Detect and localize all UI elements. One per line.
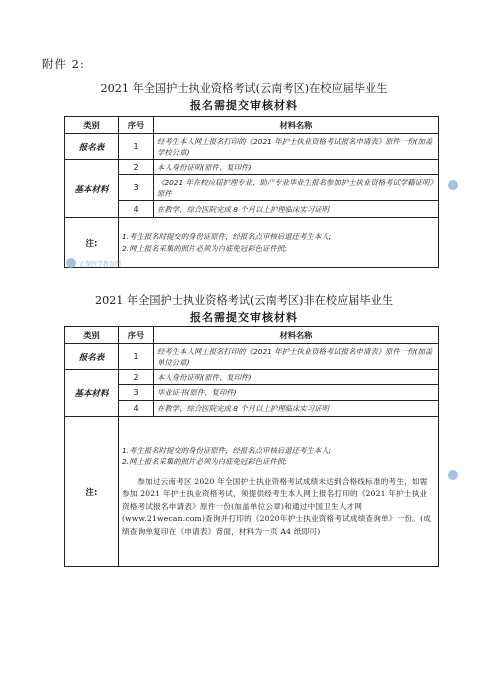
header-category: 类别 <box>65 117 119 134</box>
row-material: 经考生本人网上报名打印的《2021 年护士执业资格考试报名申请表》原件一份(加盖单位公章) <box>154 344 439 370</box>
table-row <box>65 344 439 370</box>
header-category: 类别 <box>65 327 119 344</box>
section1-subtitle: 报名需提交审核材料 <box>190 99 298 112</box>
note-label: 注: <box>65 417 119 567</box>
row-number: 1 <box>119 134 154 160</box>
table-row <box>65 370 439 385</box>
row-number: 3 <box>119 385 154 401</box>
section1-title: 2021 年全国护士执业资格考试(云南考区)在校应届毕业生 <box>100 82 388 95</box>
row-material: 本人身份证明(原件、复印件) <box>154 160 439 175</box>
row-number: 3 <box>119 175 154 201</box>
note-content <box>119 417 439 567</box>
watermark-logo-icon <box>448 470 458 480</box>
attachment-label: 附件 2: <box>42 57 85 71</box>
watermark <box>448 180 458 190</box>
section2-table <box>64 326 439 567</box>
category-basic: 基本材料 <box>65 160 119 218</box>
header-material: 材料名称 <box>154 117 439 134</box>
table-row <box>65 401 439 417</box>
table-row <box>65 201 439 218</box>
note-item: 1.考生报名时提交的身份证原件，经报名点审核后退还考生本人; <box>122 232 332 241</box>
watermark <box>66 258 121 268</box>
row-material: 在教学、综合医院完成 8 个月以上护理临床实习证明 <box>154 201 439 218</box>
header-number: 序号 <box>119 117 154 134</box>
category-registration: 报名表 <box>65 134 119 160</box>
category-registration: 报名表 <box>65 344 119 370</box>
table-row <box>65 134 439 160</box>
table-row <box>65 160 439 175</box>
note-row <box>65 417 439 567</box>
row-number: 2 <box>119 160 154 175</box>
row-number: 4 <box>119 401 154 417</box>
note-item: 2.网上报名采集的照片必须为白底免冠彩色证件照; <box>122 457 287 467</box>
watermark-logo-icon <box>448 180 458 190</box>
table-row <box>65 385 439 401</box>
note-item: 1.考生报名时提交的身份证原件，经报名点审核后退还考生本人; <box>122 445 332 455</box>
row-material: 毕业证书(原件、复印件) <box>154 385 439 401</box>
note-content <box>119 218 439 268</box>
table-header-row <box>65 327 439 344</box>
header-material: 材料名称 <box>154 327 439 344</box>
note-label: 注: <box>65 218 119 268</box>
category-basic: 基本材料 <box>65 370 119 417</box>
note-paragraph: 参加过云南考区 2020 年全国护士执业资格考试成绩未达到合格线标准的考生，如需参加 2021 年护士执业资格考试，须提供经考生本人网上报名打印的《2021 年护士执业资格考试报名申请表》原件一份(加盖单位公章)和通过中国卫生人才网(www.21wecan.com)查询并打印的《2020年护士执业资格考试成绩查询单》一份。(成绩查询单复印在《申请表》背面，材料为一页 A4 纸即可) <box>122 476 432 536</box>
table-header-row <box>65 117 439 134</box>
header-number: 序号 <box>119 327 154 344</box>
watermark <box>448 470 458 480</box>
row-material: 经考生本人网上报名打印的《2021 年护士执业资格考试报名申请表》原件一份(加盖学校公章) <box>154 134 439 160</box>
watermark-logo-icon <box>66 258 76 268</box>
row-number: 2 <box>119 370 154 385</box>
row-material: 在教学、综合医院完成 8 个月以上护理临床实习证明 <box>154 401 439 417</box>
table-row <box>65 175 439 201</box>
row-number: 1 <box>119 344 154 370</box>
note-item: 2.网上报名采集的照片必须为白底免冠彩色证件照; <box>122 243 287 253</box>
row-number: 4 <box>119 201 154 218</box>
section1-table <box>64 116 439 268</box>
watermark-name: 正保医学教育网 <box>79 260 122 268</box>
section2-title: 2021 年全国护士执业资格考试(云南考区)非在校应届毕业生 <box>94 294 394 307</box>
row-material: 本人身份证明(原件、复印件) <box>154 370 439 385</box>
row-material: 《2021 年在校应届护理专业、助产专业毕业生报名参加护士执业资格考试学籍证明》原件 <box>154 175 439 201</box>
section2-subtitle: 报名需提交审核材料 <box>190 311 298 324</box>
